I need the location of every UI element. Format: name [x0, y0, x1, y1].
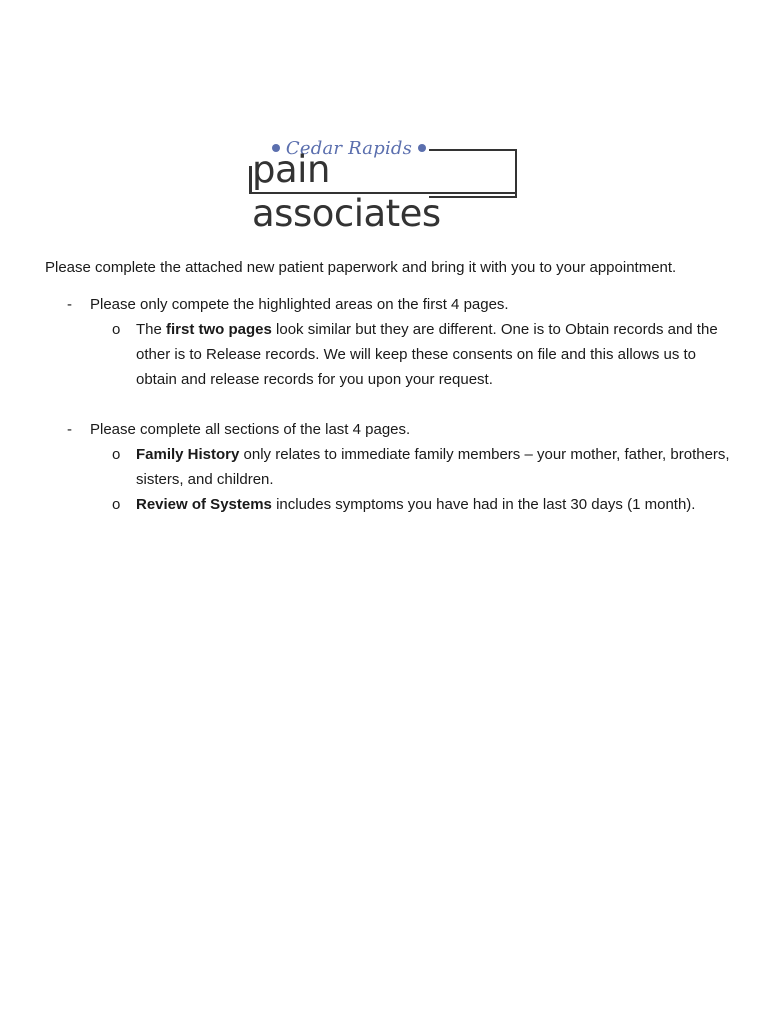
circle-bullet: o: [112, 321, 121, 338]
instruction-list: [45, 292, 735, 517]
sub-item-bold: Family History: [136, 446, 240, 463]
sub-list-item: [90, 442, 735, 492]
dash-bullet: -: [67, 296, 72, 313]
item-text: Please complete all sections of the last 4 pages.: [90, 421, 411, 438]
list-item: [45, 292, 735, 317]
sub-item-prefix: The: [136, 321, 167, 338]
sub-item-text: includes symptoms you have had in the last 30 days (1 month).: [271, 496, 696, 513]
sub-item-bold: Review of Systems: [136, 496, 272, 513]
item-text: Please only compete the highlighted areas on the first 4 pages.: [90, 296, 509, 313]
circle-bullet: o: [112, 446, 121, 463]
sub-item-text: look similar but they are different. One is to Obtain records and the other is to Release records. We will keep these consents on file and this allows us to obtain and release records for you upon your request.: [136, 321, 718, 388]
dash-bullet: -: [67, 421, 72, 438]
instructions: [45, 255, 735, 517]
sub-list-item: [90, 317, 735, 392]
circle-bullet: o: [112, 496, 121, 513]
logo-wordmark: pain associates: [252, 148, 441, 235]
list-item: [45, 417, 735, 442]
sub-item-bold: first two pages: [166, 321, 272, 338]
sub-list-item: [90, 492, 735, 517]
logo: [249, 136, 517, 235]
logo-tagline: Cedar Rapids: [285, 137, 413, 159]
intro-paragraph: Please complete the attached new patient paperwork and bring it with you to your appointment.: [45, 259, 677, 276]
sub-item-text: only relates to immediate family members – your mother, father, brothers, sisters, and children.: [136, 446, 730, 488]
